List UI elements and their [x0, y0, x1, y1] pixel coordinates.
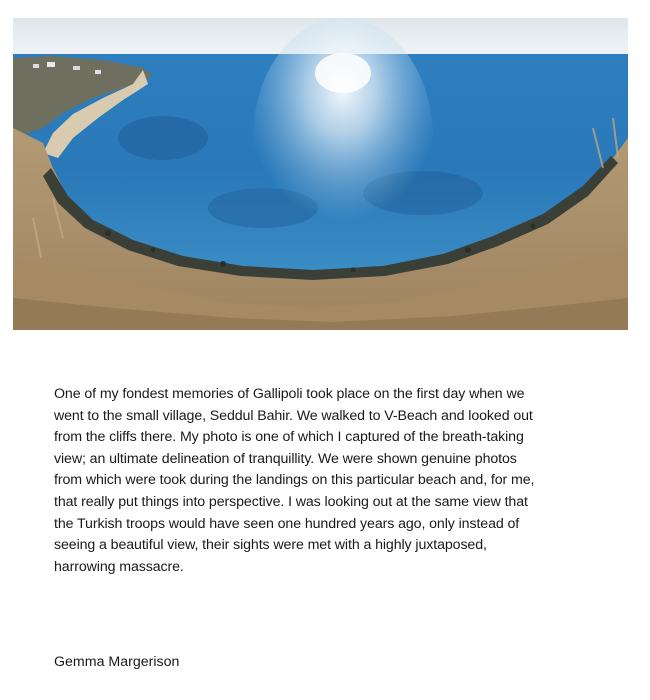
- paragraph-line: harrowing massacre.: [54, 558, 184, 575]
- memory-paragraph: [54, 384, 614, 578]
- bay-landscape-photo: [13, 18, 628, 330]
- paragraph-line: view; an ultimate delineation of tranquillity. We were shown genuine photos: [54, 450, 517, 467]
- paragraph-line: seeing a beautiful view, their sights were met with a highly juxtaposed,: [54, 537, 487, 554]
- paragraph-line: went to the small village, Seddul Bahir. We walked to V-Beach and looked out: [54, 407, 533, 424]
- paragraph-line: from the cliffs there. My photo is one of which I captured of the breath-taking: [54, 429, 524, 446]
- author-name: Gemma Margerison: [54, 654, 180, 670]
- paragraph-line: from which were took during the landings on this particular beach and, for me,: [54, 472, 535, 489]
- paragraph-line: the Turkish troops would have seen one hundred years ago, only instead of: [54, 515, 520, 532]
- paragraph-line: One of my fondest memories of Gallipoli took place on the first day when we: [54, 386, 525, 402]
- paragraph-line: that really put things into perspective. I was looking out at the same view that: [54, 493, 528, 510]
